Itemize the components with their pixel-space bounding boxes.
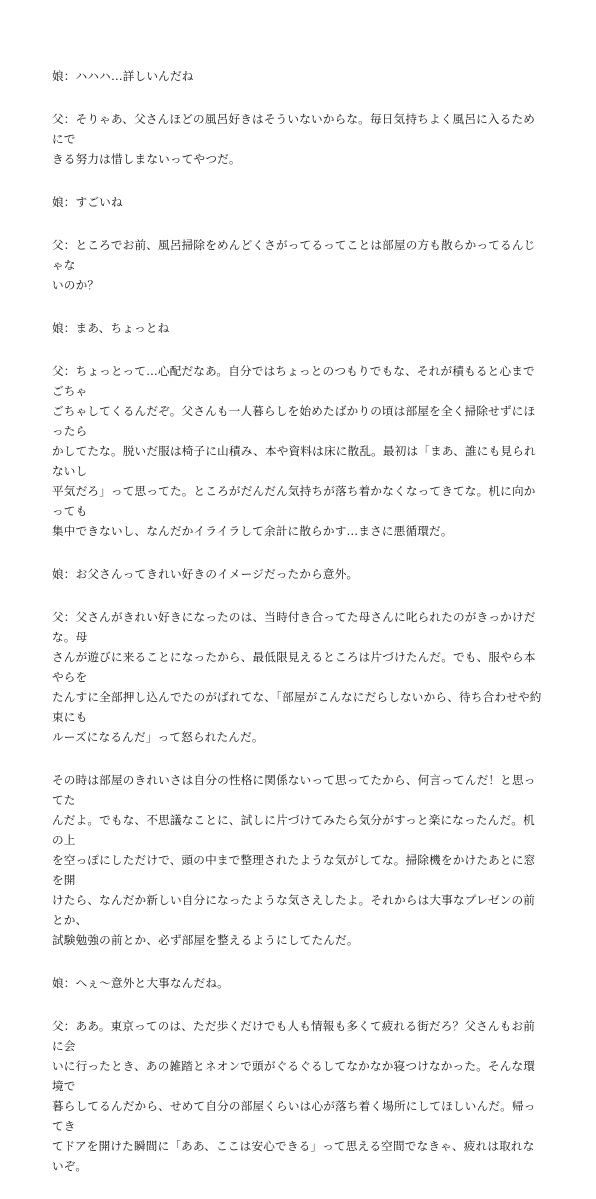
dialogue-line-father: 父：ああ。東京ってのは、ただ歩くだけでも人も情報も多くて疲れる街だろ？父さんもお前に会 いに行ったとき、あの雑踏とネオンで頭がぐるぐるしてなかなか寝つけなかった。そんな環境で 暮らしてるんだから、せめて自分の部屋くらいは心が落ち着く場所にしてほしいんだ。帰ってき てドアを開けた瞬間に「ああ、ここは安心できる」って思える空間でなきゃ、疲れは取れないぞ。 [52, 1019, 536, 1173]
dialogue-body [52, 66, 544, 1199]
dialogue-line-daughter: 娘：まあ、ちょっとね [52, 321, 170, 335]
dialogue-line-father: 父：ちょっとって…心配だなあ。自分ではちょっとのつもりでもな、それが積もると心までごちゃ ごちゃしてくるんだぞ。父さんも一人暮らしを始めたばかりの頃は部屋を全く掃除せずにほったら かしてたな。脱いだ服は椅子に山積み、本や資料は床に散乱。最初は「まあ、誰にも見られないし 平気だろ」って思ってた。ところがだんだん気持ちが落ち着かなくなってきてな。机に向かっても 集中できないし、なんだかイライラして余計に散らかす…まさに悪循環だ。 [52, 364, 536, 538]
dialogue-line-daughter: 娘：へぇ〜意外と大事なんだね。 [52, 976, 229, 990]
dialogue-line-father: 父：そりゃあ、父さんほどの風呂好きはそういないからな。毎日気持ちよく風呂に入るためにで きる努力は惜しまないってやつだ。 [52, 112, 536, 166]
dialogue-line-daughter: 娘：お父さんってきれい好きのイメージだったから意外。 [52, 567, 359, 581]
dialogue-line-father-continued: その時は部屋のきれいさは自分の性格に関係ないって思ってたから、何言ってんだ！と思ってた んだよ。でもな、不思議なことに、試しに片づけてみたら気分がすっと楽になったんだ。机の上 を空っぽにしただけで、頭の中まで整理されたような気がしてな。掃除機をかけたあとに窓を開 けたら、なんだか新しい自分になったような気さえしたよ。それからは大事なプレゼンの前とか、 試験勉強の前とか、必ず部屋を整えるようにしてたんだ。 [52, 773, 536, 947]
dialogue-line-daughter: 娘：ハハハ…詳しいんだね [52, 69, 194, 83]
dialogue-line-daughter: 娘：すごいね [52, 195, 123, 209]
dialogue-line-father: 父：ところでお前、風呂掃除をめんどくさがってるってことは部屋の方も散らかってるんじゃな いのか？ [52, 238, 536, 292]
dialogue-line-father: 父：父さんがきれい好きになったのは、当時付き合ってた母さんに叱られたのがきっかけだな。母 さんが遊びに来ることになったから、最低限見えるところは片づけたんだ。でも、服やら本やらを たんすに全部押し込んでたのがばれてな、「部屋がこんなにだらしないから、待ち合わせや約束にも ルーズになるんだ」って怒られたんだ。 [52, 610, 542, 744]
